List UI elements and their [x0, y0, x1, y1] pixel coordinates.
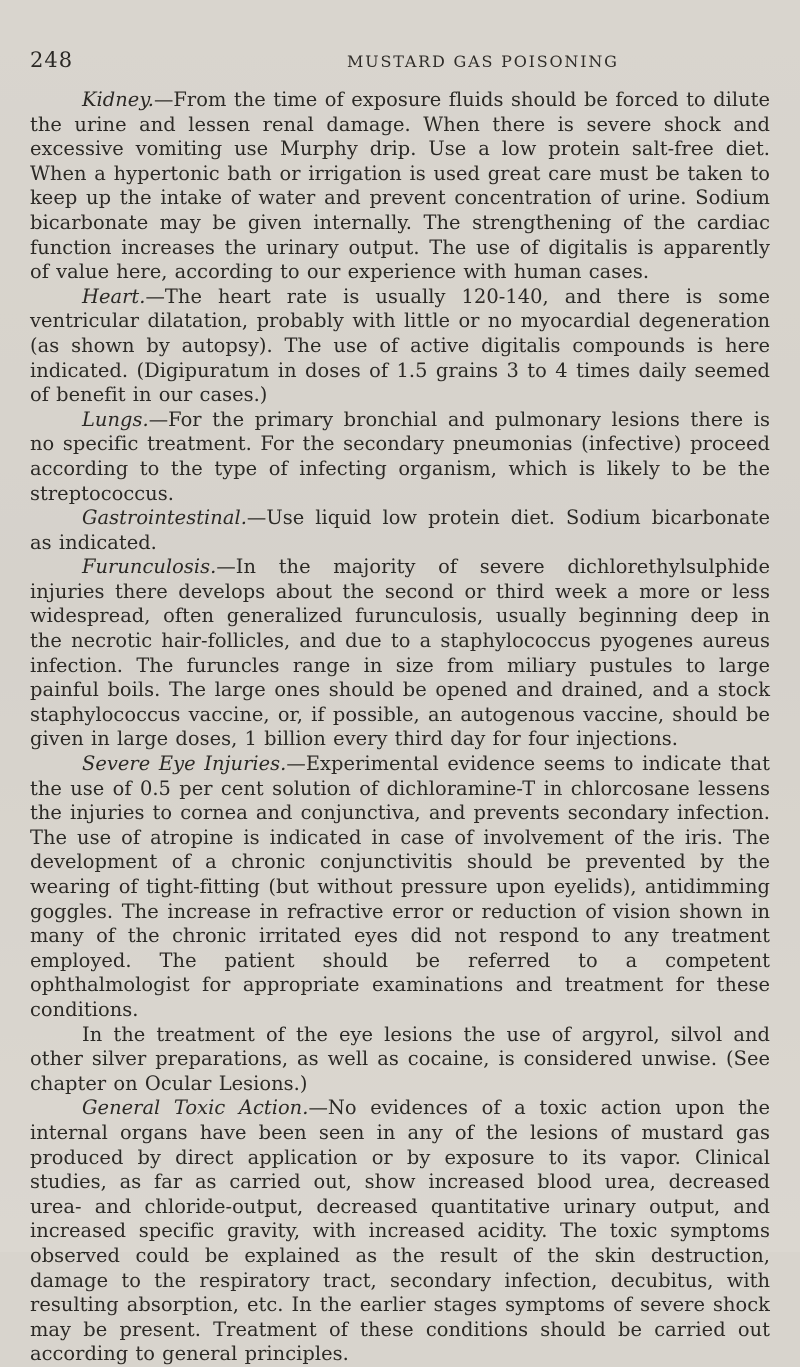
paragraph-gastrointestinal	[30, 506, 770, 555]
paragraph-lungs	[30, 408, 770, 506]
paragraph-text: In the treatment of the eye lesions the use of argyrol, silvol and other silver preparations, as well as cocaine, is considered unwise. (See chapter on Ocular Lesions.)	[30, 1022, 770, 1095]
paragraph-lead: Kidney.	[82, 88, 154, 111]
paragraph-eye-treatment	[30, 1023, 770, 1097]
paragraph-lead: Furunculosis.	[82, 555, 217, 579]
paragraph-text: —In the majority of severe dichlorethylsulphide injuries there develops about the second or third week a more or less widespread, often generalized furunculosis, usually beginning deep in the necrotic hair-follicles, and due to a staphylococcus pyogenes aureus infection. The furuncles range in size from miliary pustules to large painful boils. The large ones should be opened and drained, and a stock staphylococcus vaccine, or, if possible, an autogenous vaccine, should be given in large doses, 1 billion every third day for four injections.	[30, 555, 770, 751]
paragraph-text: —For the primary bronchial and pulmonary lesions there is no specific treatment. For the secondary pneumonias (infective) proceed according to the type of infecting organism, which is likely to be the streptococcus.	[30, 407, 770, 505]
page-header	[30, 48, 770, 78]
paragraph-text: —From the time of exposure fluids should be forced to dilute the urine and lessen renal damage. When there is severe shock and excessive vomiting use Murphy drip. Use a low protein salt-free diet. When a hypertonic bath or irrigation is used great care must be taken to keep up the intake of water and prevent concentration of urine. Sodium bicarbonate may be given internally. The strengthening of the cardiac function increases the urinary output. The use of digitalis is apparently of value here, according to our experience with human cases.	[30, 88, 770, 284]
paragraph-lead: Heart.	[82, 284, 146, 308]
paragraph-text: —No evidences of a toxic action upon the internal organs have been seen in any of the lesions of mustard gas produced by direct application or by exposure to its vapor. Clinical studies, as far as carried out, show increased blood urea, decreased urea- and chloride-output, decreased quantitative urinary output, and increased specific gravity, with increased acidity. The toxic symptoms observed could be explained as the result of the skin destruction, damage to the respiratory tract, secondary infection, decubitus, with resulting absorption, etc. In the earlier stages symptoms of severe shock may be present. Treatment of these conditions should be carried out according to general principles.	[30, 1096, 770, 1366]
paragraph-general-toxic-action	[30, 1096, 770, 1367]
paragraph-furunculosis	[30, 555, 770, 752]
paragraph-text: —The heart rate is usually 120-140, and there is some ventricular dilatation, probably with little or no myocardial degeneration (as shown by autopsy). The use of active digitalis compounds is here indicated. (Digipuratum in doses of 1.5 grains 3 to 4 times daily seemed of benefit in our cases.)	[30, 284, 770, 407]
paragraph-eye-injuries	[30, 752, 770, 1023]
paragraph-lead: Gastrointestinal.	[82, 506, 247, 530]
paragraph-lead: Severe Eye Injuries.	[82, 752, 287, 776]
paragraph-lead: Lungs.	[82, 407, 149, 431]
paragraph-text: —Experimental evidence seems to indicate that the use of 0.5 per cent solution of dichloramine-T in chlorcosane lessens the injuries to cornea and conjunctiva, and prevents secondary infection. The use of atropine is indicated in case of involvement of the iris. The development of a chronic conjunctivitis should be prevented by the wearing of tight-fitting (but without pressure upon eyelids), antidimming goggles. The increase in refractive error or reduction of vision shown in many of the chronic irritated eyes did not respond to any treatment employed. The patient should be referred to a competent ophthalmologist for appropriate examinations and treatment for these conditions.	[30, 752, 770, 1021]
paragraph-text: —Use liquid low protein diet. Sodium bicarbonate as indicated.	[30, 506, 770, 554]
running-head: MUSTARD GAS POISONING	[347, 52, 619, 71]
paragraph-lead: General Toxic Action.	[82, 1096, 309, 1120]
paragraph-heart	[30, 285, 770, 408]
page-number: 248	[30, 48, 74, 72]
paragraph-kidney	[30, 88, 770, 285]
body-text	[30, 88, 770, 1367]
